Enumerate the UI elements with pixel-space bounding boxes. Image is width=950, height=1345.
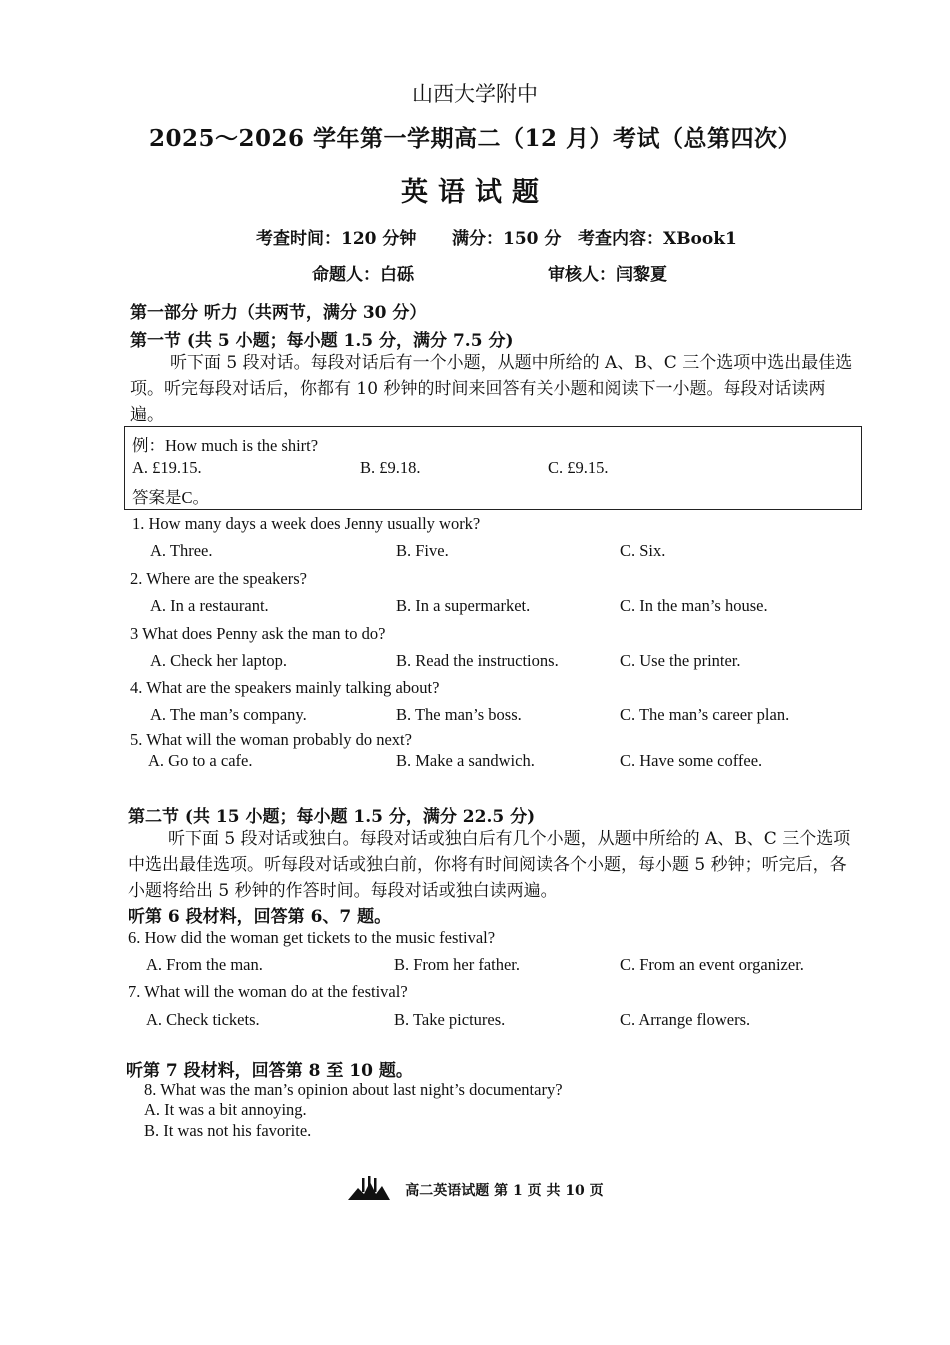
school-name: 山西大学附中: [412, 82, 538, 106]
q5-option-c: C. Have some coffee.: [620, 751, 763, 770]
section2-title: 第二节 (共 15 小题；每小题 1.5 分，满分 22.5 分): [128, 807, 536, 827]
q1-option-a: A. Three.: [150, 541, 213, 560]
q4-option-b: B. The man’s boss.: [396, 705, 522, 724]
question-7: 7. What will the woman do at the festival?: [128, 982, 408, 1001]
example-option-b: B. £9.18.: [360, 458, 421, 477]
section1-title: 第一节 (共 5 小题；每小题 1.5 分，满分 7.5 分): [130, 331, 514, 351]
reviewer: 审核人：闫黎夏: [548, 265, 667, 285]
q7-option-c: C. Arrange flowers.: [620, 1010, 751, 1029]
q7-option-a: A. Check tickets.: [146, 1010, 260, 1029]
example-answer: 答案是C。: [132, 488, 210, 507]
q8-option-a: A. It was a bit annoying.: [144, 1100, 307, 1119]
exam-content: 考查内容：XBook1: [578, 229, 737, 249]
q1-option-b: B. Five.: [396, 541, 449, 560]
q2-option-c: C. In the man’s house.: [620, 596, 768, 615]
question-5: 5. What will the woman probably do next?: [130, 730, 412, 749]
page-footer: [0, 1176, 950, 1206]
q5-option-a: A. Go to a cafe.: [148, 751, 253, 770]
q3-option-b: B. Read the instructions.: [396, 651, 559, 670]
q6-option-c: C. From an event organizer.: [620, 955, 804, 974]
subject-title: 英语试题: [401, 177, 549, 208]
q3-option-c: C. Use the printer.: [620, 651, 741, 670]
q4-option-c: C. The man’s career plan.: [620, 705, 790, 724]
q4-option-a: A. The man’s company.: [150, 705, 307, 724]
q7-option-b: B. Take pictures.: [394, 1010, 506, 1029]
q8-option-b: B. It was not his favorite.: [144, 1121, 312, 1140]
question-4: 4. What are the speakers mainly talking about?: [130, 678, 440, 697]
example-option-a: A. £19.15.: [132, 458, 202, 477]
question-3: 3 What does Penny ask the man to do?: [130, 624, 386, 643]
part1-title: 第一部分 听力（共两节，满分 30 分）: [130, 303, 427, 323]
section2-instructions: 听下面 5 段对话或独白。每段对话或独白后有几个小题，从题中所给的 A、B、C 三个选项中选出最佳选项。听每段对话或独白前，你将有时间阅读各个小题，每小题 5 秒钟；听完后，各小题将给出 5 秒钟的作答时间。每段对话或独白读两遍。: [128, 829, 851, 901]
author: 命题人：白砾: [312, 265, 414, 285]
section1-instructions: 听下面 5 段对话。每段对话后有一个小题，从题中所给的 A、B、C 三个选项中选出最佳选项。听完每段对话后，你都有 10 秒钟的时间来回答有关小题和阅读下一小题。每段对话读两遍。: [130, 353, 853, 425]
q3-option-a: A. Check her laptop.: [150, 651, 288, 670]
example-question: 例：How much is the shirt?: [132, 436, 319, 455]
material-6-note: 听第 6 段材料，回答第 6、7 题。: [128, 907, 392, 927]
q6-option-a: A. From the man.: [146, 955, 263, 974]
page-number-text: 高二英语试题 第 1 页 共 10 页: [405, 1183, 604, 1199]
question-8: 8. What was the man’s opinion about last night’s documentary?: [144, 1080, 563, 1099]
q6-option-b: B. From her father.: [394, 955, 521, 974]
exam-title: 2025～2026 学年第一学期高二（12 月）考试（总第四次）: [148, 125, 802, 152]
material-7-note: 听第 7 段材料，回答第 8 至 10 题。: [126, 1061, 413, 1081]
q1-option-c: C. Six.: [620, 541, 666, 560]
exam-time: 考查时间：120 分钟: [256, 229, 417, 249]
example-option-c: C. £9.15.: [548, 458, 609, 477]
question-2: 2. Where are the speakers?: [130, 569, 307, 588]
q2-option-a: A. In a restaurant.: [150, 596, 269, 615]
question-1: 1. How many days a week does Jenny usually work?: [132, 514, 481, 533]
q2-option-b: B. In a supermarket.: [396, 596, 531, 615]
question-6: 6. How did the woman get tickets to the music festival?: [128, 928, 496, 947]
q5-option-b: B. Make a sandwich.: [396, 751, 535, 770]
school-logo-icon: [346, 1176, 392, 1206]
full-score: 满分：150 分: [452, 229, 562, 249]
